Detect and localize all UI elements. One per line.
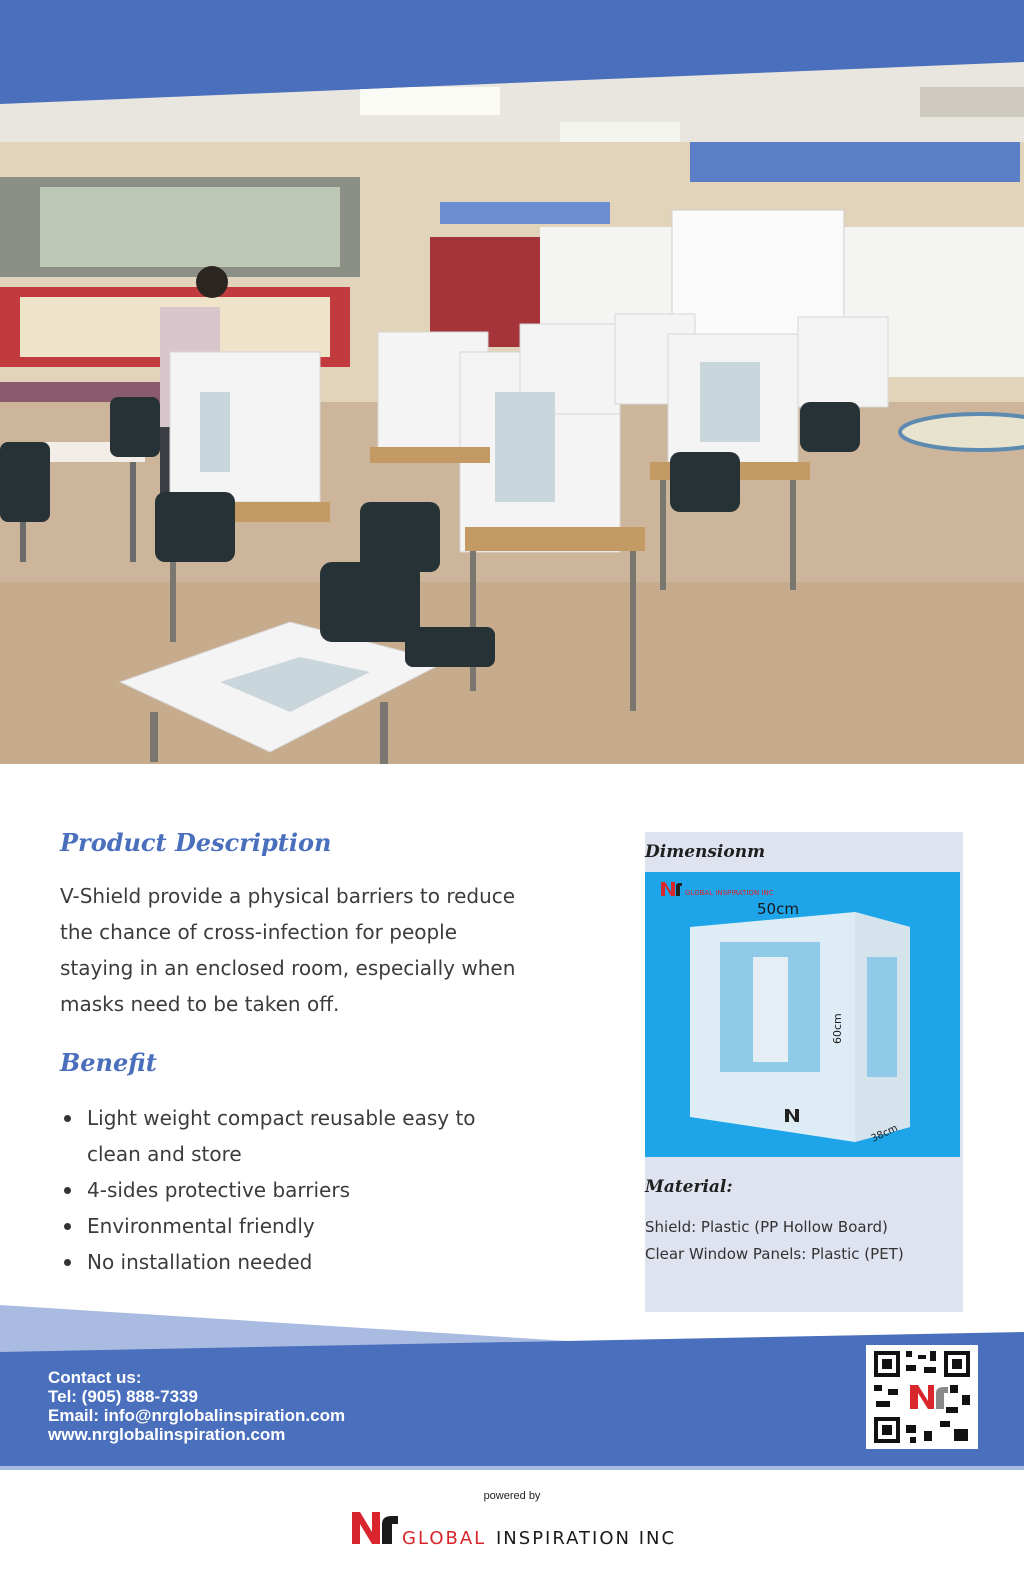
list-item bbox=[60, 1172, 530, 1208]
material-line: Clear Window Panels: Plastic (PET) bbox=[645, 1245, 904, 1263]
benefit-heading: Benefit bbox=[60, 1048, 157, 1077]
product-description-heading: Product Description bbox=[60, 828, 332, 857]
list-item bbox=[60, 1244, 530, 1280]
contact-heading: Contact us: bbox=[48, 1368, 142, 1387]
contact-tel[interactable]: Tel: (905) 888-7339 bbox=[48, 1387, 198, 1406]
contact-block bbox=[48, 1368, 345, 1444]
qr-code[interactable] bbox=[866, 1345, 978, 1449]
company-logo[interactable] bbox=[350, 1508, 690, 1562]
classroom-photo bbox=[0, 62, 1024, 764]
material-list bbox=[645, 1214, 904, 1268]
product-description-text: V-Shield provide a physical barriers to reduce the chance of cross-infection for people staying in an enclosed room, especially when masks need to be taken off. bbox=[60, 884, 516, 1016]
brand-label: GLOBAL INSPIRATION INC bbox=[685, 889, 774, 897]
width-label: 50cm bbox=[757, 900, 799, 918]
material-heading: Material: bbox=[645, 1177, 733, 1197]
contact-email[interactable]: Email: info@nrglobalinspiration.com bbox=[48, 1406, 346, 1425]
dimension-heading: Dimensionm bbox=[645, 842, 766, 862]
list-item bbox=[60, 1100, 530, 1172]
bullet-icon bbox=[64, 1259, 71, 1266]
powered-by-label: powered by bbox=[483, 1490, 541, 1502]
benefit-item-text: Light weight compact reusable easy to clean and store bbox=[87, 1106, 476, 1166]
benefit-item-text: No installation needed bbox=[87, 1250, 313, 1274]
logo-rest-text: INSPIRATION INC bbox=[496, 1528, 677, 1549]
benefit-item-text: Environmental friendly bbox=[87, 1214, 315, 1238]
dimension-photo bbox=[645, 872, 960, 1157]
bullet-icon bbox=[64, 1187, 71, 1194]
bullet-icon bbox=[64, 1223, 71, 1230]
benefit-list bbox=[60, 1100, 530, 1280]
height-label: 60cm bbox=[831, 1013, 844, 1044]
contact-website[interactable]: www.nrglobalinspiration.com bbox=[48, 1425, 286, 1444]
list-item bbox=[60, 1208, 530, 1244]
benefit-item-text: 4-sides protective barriers bbox=[87, 1178, 350, 1202]
material-line: Shield: Plastic (PP Hollow Board) bbox=[645, 1218, 888, 1236]
depth-label: 38cm bbox=[869, 1122, 900, 1145]
bullet-icon bbox=[64, 1115, 71, 1122]
spec-card bbox=[645, 832, 963, 1312]
logo-global-text: GLOBAL bbox=[402, 1528, 487, 1549]
